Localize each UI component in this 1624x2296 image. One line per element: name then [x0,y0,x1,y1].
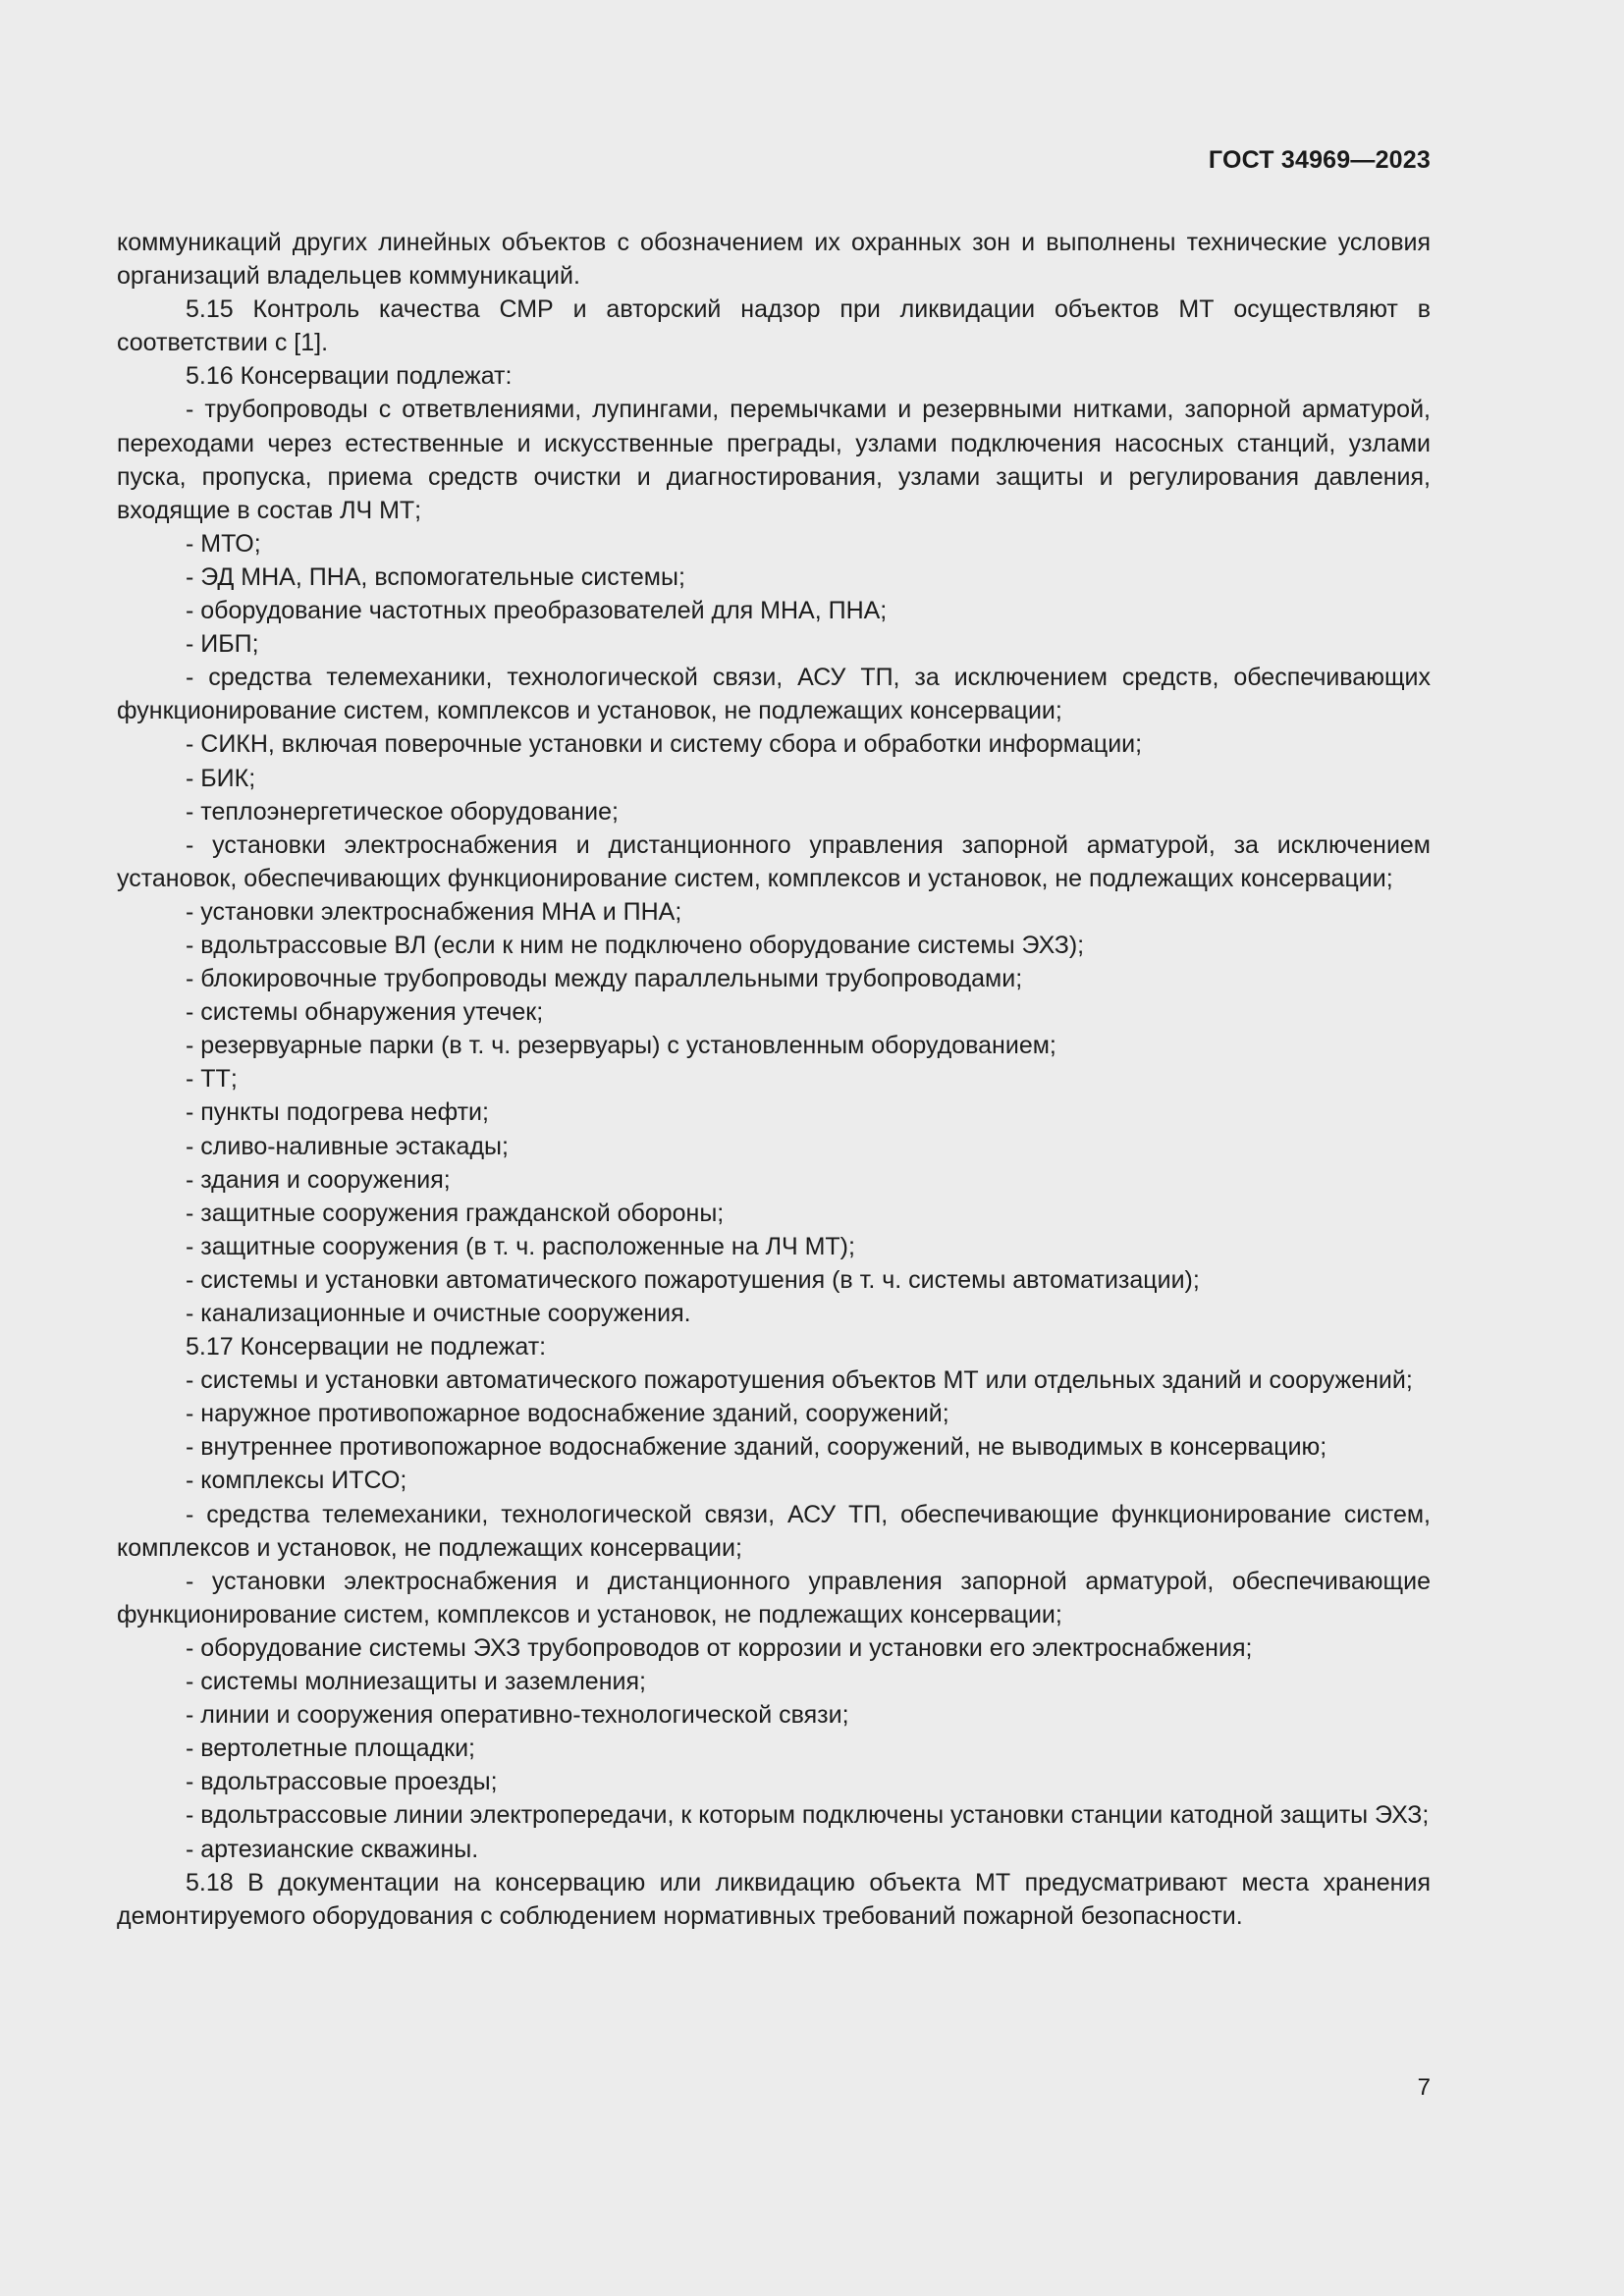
list-item: - средства телемеханики, технологической связи, АСУ ТП, обеспечивающие функционирование систем, комплексов и установок, не подлежащих консервации; [117,1500,1431,1562]
list-item: - защитные сооружения гражданской обороны; [186,1199,725,1227]
list-item: - оборудование системы ЭХЗ трубопроводов от коррозии и установки его электроснабжения; [186,1633,1253,1662]
list-item: - системы обнаружения утечек; [186,998,544,1027]
clause-5-16-heading: 5.16 Консервации подлежат: [186,362,513,391]
document-code-header: ГОСТ 34969—2023 [1208,146,1431,174]
list-item: - МТО; [186,529,261,558]
list-item: - линии и сооружения оперативно-технологической связи; [186,1701,849,1730]
list-item: - сливо-наливные эстакады; [186,1132,509,1160]
clause-5-15: 5.15 Контроль качества СМР и авторский надзор при ликвидации объектов МТ осуществляют в соответствии с [1]. [117,295,1431,357]
document-body [117,226,1431,1933]
paragraph-continuation: коммуникаций других линейных объектов с обозначением их охранных зон и выполнены технические условия организаций владельцев коммуникаций. [117,229,1431,291]
list-item: - вдольтрассовые проезды; [186,1768,498,1796]
list-item: - трубопроводы с ответвлениями, лупингами, перемычками и резервными нитками, запорной арматурой, переходами через естественные и искусственные преграды, узлами подключения насосных станций, узлами пуска, пропуска, приема средств очистки и диагностирования, узлами защиты и регулирования давления, входящие в состав ЛЧ МТ; [117,396,1431,524]
list-item: - вдольтрассовые ВЛ (если к ним не подключено оборудование системы ЭХЗ); [186,931,1085,959]
page-number: 7 [1417,2074,1431,2101]
list-item: - системы и установки автоматического пожаротушения (в т. ч. системы автоматизации); [186,1265,1200,1294]
list-item: - системы молниезащиты и заземления; [186,1668,646,1696]
list-item: - установки электроснабжения МНА и ПНА; [186,897,682,926]
list-item: - вдольтрассовые линии электропередачи, к которым подключены установки станции катодной защиты ЭХЗ; [186,1801,1430,1830]
list-item: - канализационные и очистные сооружения. [186,1300,691,1327]
list-item: - ИБП; [186,630,259,659]
list-item: - системы и установки автоматического пожаротушения объектов МТ или отдельных зданий и сооружений; [186,1366,1413,1395]
list-item: - защитные сооружения (в т. ч. расположенные на ЛЧ МТ); [186,1232,855,1260]
list-item: - пункты подогрева нефти; [186,1098,489,1127]
list-item: - блокировочные трубопроводы между параллельными трубопроводами; [186,965,1023,993]
list-item: - резервуарные парки (в т. ч. резервуары) с установленным оборудованием; [186,1032,1056,1060]
clause-5-17-heading: 5.17 Консервации не подлежат: [186,1333,547,1362]
list-item: - ТТ; [186,1065,238,1094]
list-item: - комплексы ИТСО; [186,1467,407,1495]
clause-5-18: 5.18 В документации на консервацию или ликвидацию объекта МТ предусматривают места хранения демонтируемого оборудования с соблюдением нормативных требований пожарной безопасности. [117,1868,1431,1930]
list-item: - установки электроснабжения и дистанционного управления запорной арматурой, обеспечивающие функционирование систем, комплексов и установок, не подлежащих консервации; [117,1567,1431,1629]
list-item: - СИКН, включая поверочные установки и систему сбора и обработки информации; [186,730,1143,759]
list-item: - теплоэнергетическое оборудование; [186,797,619,826]
list-item: - вертолетные площадки; [186,1735,476,1763]
list-item: - оборудование частотных преобразователей для МНА, ПНА; [186,597,888,625]
list-item: - установки электроснабжения и дистанционного управления запорной арматурой, за исключением установок, обеспечивающих функционирование систем, комплексов и установок, не подлежащих консервации; [117,830,1431,892]
list-item: - артезианские скважины. [186,1835,479,1863]
list-item: - БИК; [186,764,256,792]
list-item: - наружное противопожарное водоснабжение зданий, сооружений; [186,1400,949,1428]
list-item: - внутреннее противопожарное водоснабжение зданий, сооружений, не выводимых в консервацию; [186,1433,1327,1462]
list-item: - здания и сооружения; [186,1165,451,1194]
list-item: - средства телемеханики, технологической связи, АСУ ТП, за исключением средств, обеспечивающих функционирование систем, комплексов и установок, не подлежащих консервации; [117,664,1431,725]
list-item: - ЭД МНА, ПНА, вспомогательные системы; [186,562,685,591]
